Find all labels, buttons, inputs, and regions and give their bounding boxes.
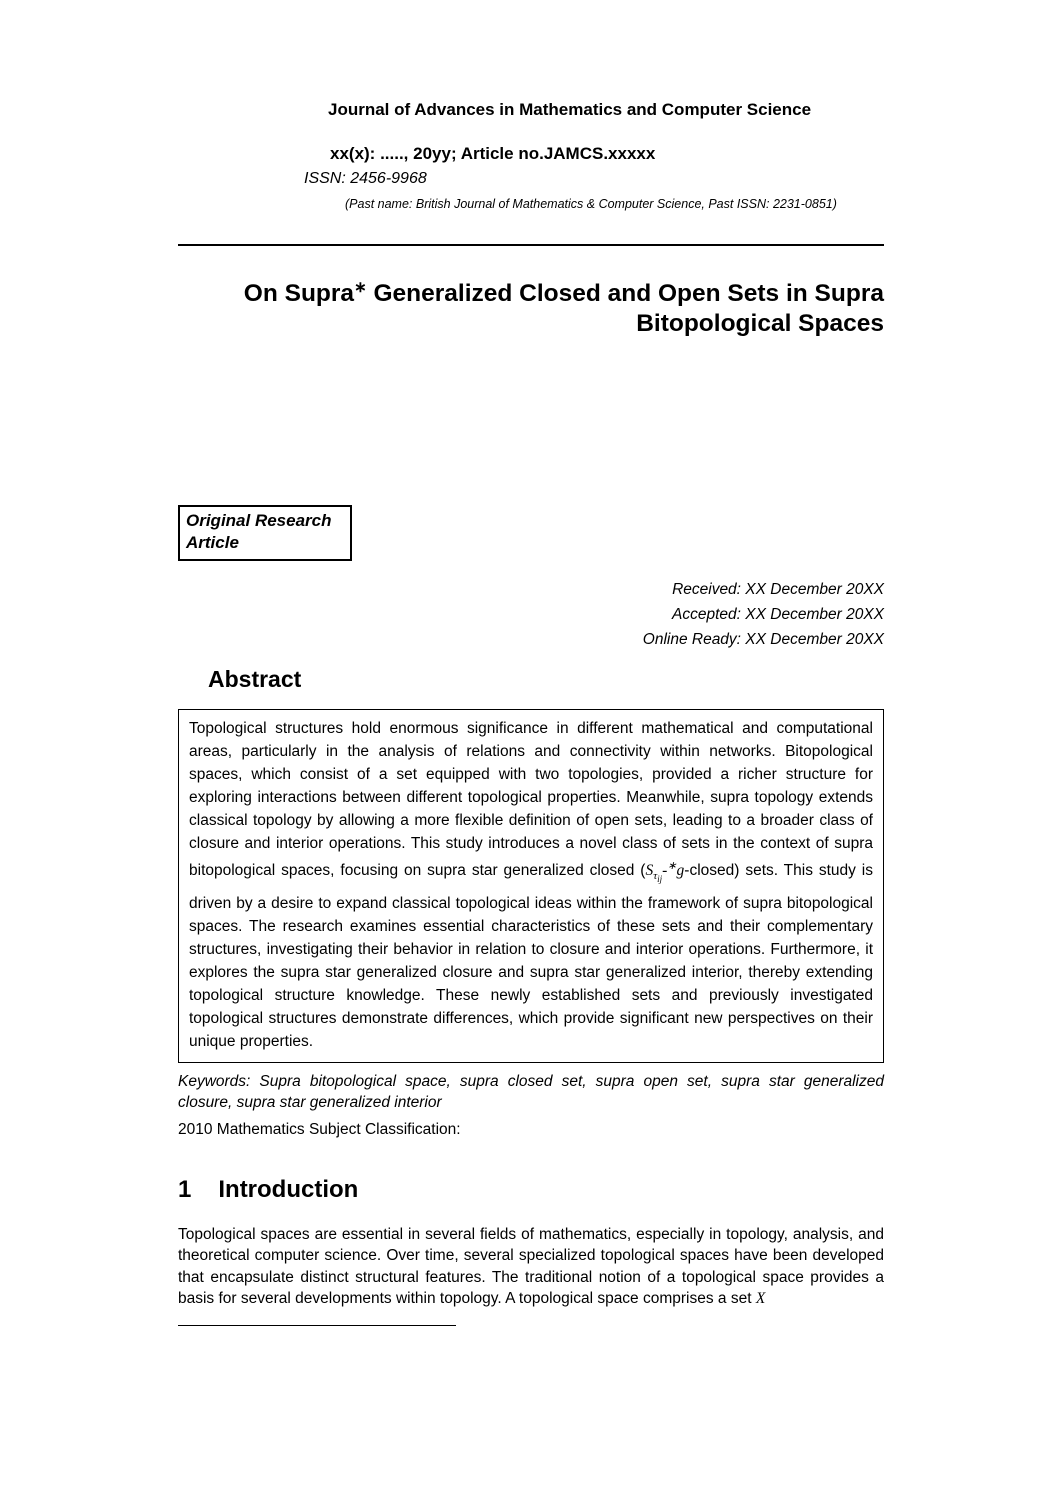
article-type-box xyxy=(178,505,352,561)
date-online-ready: Online Ready: XX December 20XX xyxy=(642,631,884,649)
footnote-divider xyxy=(178,1325,456,1326)
paper-title-line1: On Supra∗ Generalized Closed and Open Sets in Supra xyxy=(243,279,884,308)
article-type-line2: Article xyxy=(186,533,239,553)
section-number: 1 xyxy=(178,1175,192,1203)
title-asterisk: ∗ xyxy=(354,279,367,296)
msc-classification: 2010 Mathematics Subject Classification: xyxy=(178,1120,461,1138)
paper-title-line2: Bitopological Spaces xyxy=(636,310,884,338)
journal-header xyxy=(178,100,884,211)
abstract-text-after: -closed) sets. This study is driven by a desire to expand classical topological ideas within the framework of supra bitopological spaces. The research examines essential characteristics of these sets and their complementary structures, investigating their behavior in relation to closure and interior operations. Furthermore, it explores the supra star generalized closure and supra star generalized interior, thereby extending topological structure knowledge. These newly established sets and previously investigated topological structures demonstrate differences, which provide significant new perspectives on their unique properties. xyxy=(189,862,873,1050)
paper-title xyxy=(178,273,884,339)
abstract-text-before: Topological structures hold enormous significance in different mathematical and computational areas, particularly in the analysis of relations and connectivity within networks. Bitopological spaces, which consist of a set equipped with two topologies, provided a richer structure for exploring interactions between different topological properties. Meanwhile, supra topology extends classical topology by allowing a more flexible definition of open sets, leading to a broader class of closure and interior operations. This study introduces a novel class of sets in the context of supra bitopological spaces, focusing on supra star generalized closed ( xyxy=(189,720,873,880)
journal-name: Journal of Advances in Mathematics and Computer Science xyxy=(328,100,812,119)
journal-issue-info: xx(x): ....., 20yy; Article no.JAMCS.xxxxx xyxy=(330,144,656,163)
math-set-x: X xyxy=(755,1290,766,1308)
date-received: Received: XX December 20XX xyxy=(672,581,884,599)
header-divider xyxy=(178,244,884,246)
section-heading-introduction xyxy=(178,1176,884,1204)
article-type-line1: Original Research xyxy=(186,511,332,531)
section-title: Introduction xyxy=(218,1175,359,1203)
introduction-paragraph: Topological spaces are essential in several fields of mathematics, especially in topology, analysis, and theoretical computer science. Over time, several specialized topological spaces have been developed that encapsulate distinct structural features. The traditional notion of a topological space provides a basis for several developments within topology. A topological space comprises a set X xyxy=(178,1225,884,1308)
journal-past-name: (Past name: British Journal of Mathematics & Computer Science, Past ISSN: 2231-0851) xyxy=(345,197,837,211)
math-supra-star-g-closed: $S_{\tau_{ij}}-^∗g$ xyxy=(645,860,685,885)
keywords: Keywords: Supra bitopological space, supra closed set, supra open set, supra star generalized closure, supra star generalized interior xyxy=(178,1072,884,1112)
abstract-text-box xyxy=(178,709,884,1062)
abstract-heading: Abstract xyxy=(208,666,302,693)
date-accepted: Accepted: XX December 20XX xyxy=(672,606,884,624)
journal-issn: ISSN: 2456-9968 xyxy=(304,170,427,187)
article-dates xyxy=(178,577,884,652)
